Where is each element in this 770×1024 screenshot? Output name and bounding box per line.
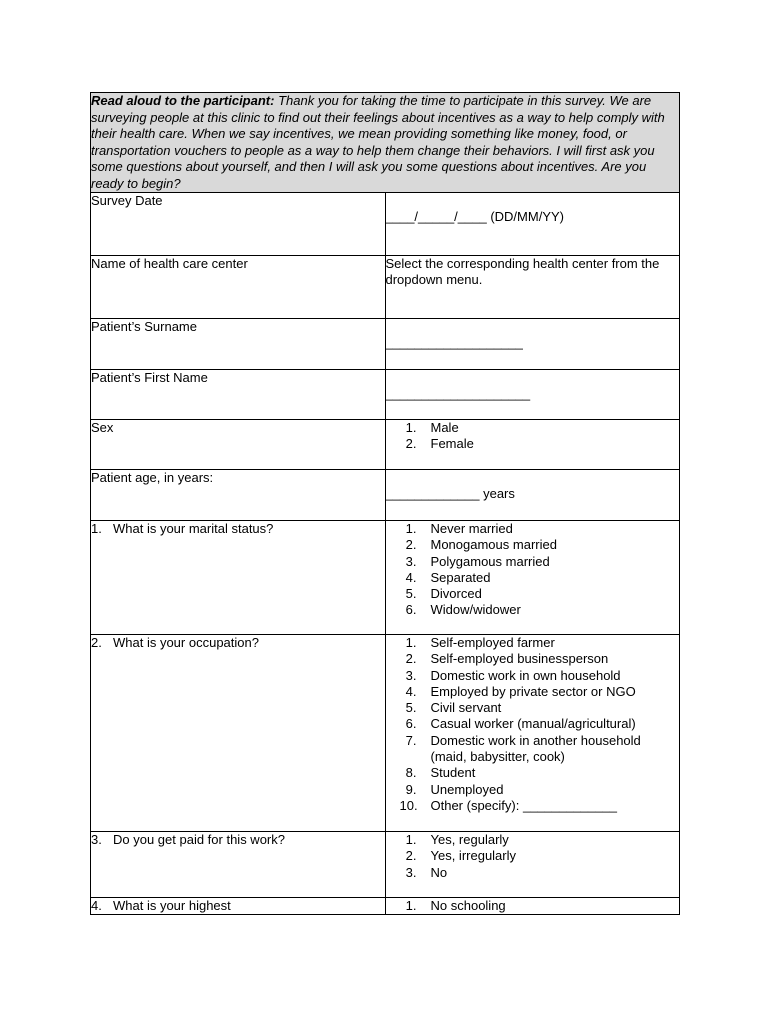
- list-item[interactable]: 10. Other (specify): _____________: [399, 797, 617, 813]
- intro-lead: Read aloud to the participant:: [91, 93, 275, 108]
- question-3-options: [386, 832, 680, 881]
- list-item[interactable]: 2. Self-employed businessperson: [405, 651, 609, 667]
- list-item[interactable]: 4. Employed by private sector or NGO: [405, 683, 636, 699]
- list-item[interactable]: 3. No: [405, 864, 448, 880]
- question-2-text: What is your occupation?: [113, 635, 259, 650]
- list-item[interactable]: 7. Domestic work in another household (maid, babysitter, cook): [405, 732, 641, 765]
- survey-date-field[interactable]: ____/_____/____ (DD/MM/YY): [385, 209, 564, 224]
- survey-page: [90, 92, 680, 915]
- list-item[interactable]: 1. Yes, regularly: [405, 832, 509, 847]
- question-number: 2.: [91, 635, 102, 650]
- surname-label: Patient’s Surname: [91, 319, 386, 370]
- first-name-label: Patient’s First Name: [91, 370, 386, 420]
- intro-text: Thank you for taking the time to participate in this survey. We are surveying people at this clinic to find out their feelings about incentives as a way to help comply with their health care. When we say incentives, we mean providing something like money, food, or transportation vouchers to people as a way to help them change their behaviors. I will first ask you some questions about yourself, and then I will ask you some questions about incentives. Are you ready to begin?: [91, 93, 665, 191]
- row-age: [91, 470, 680, 521]
- health-center-cell[interactable]: [385, 256, 680, 319]
- health-center-label: Name of health care center: [91, 256, 386, 319]
- survey-date-cell[interactable]: [385, 193, 680, 256]
- age-field[interactable]: _____________ years: [385, 486, 515, 501]
- sex-options-cell: [385, 420, 680, 470]
- question-number: 1.: [91, 521, 102, 536]
- question-1-text: What is your marital status?: [113, 521, 274, 536]
- list-item[interactable]: 6. Widow/widower: [405, 602, 521, 618]
- question-2-options-cell: [385, 635, 680, 832]
- surname-field[interactable]: ___________________: [385, 335, 523, 350]
- row-question-2: [91, 635, 680, 832]
- intro-row: [91, 93, 680, 193]
- sex-options: [386, 420, 680, 453]
- question-4-options-cell: [385, 898, 680, 915]
- question-1-options-cell: [385, 521, 680, 635]
- question-4-options: [386, 898, 680, 914]
- survey-date-label: Survey Date: [91, 193, 386, 256]
- list-item[interactable]: 1. Self-employed farmer: [405, 635, 555, 650]
- row-first-name: [91, 370, 680, 420]
- sex-option[interactable]: 2. Female: [405, 436, 474, 452]
- health-center-dropdown[interactable]: Select the corresponding health center from the dropdown menu.: [385, 256, 660, 288]
- question-4-cell: [91, 898, 386, 915]
- question-2-cell: [91, 635, 386, 832]
- row-survey-date: [91, 193, 680, 256]
- list-item[interactable]: 9. Unemployed: [405, 781, 504, 797]
- list-item[interactable]: 2. Monogamous married: [405, 537, 557, 553]
- row-health-center: [91, 256, 680, 319]
- list-item[interactable]: 6. Casual worker (manual/agricultural): [405, 716, 636, 732]
- first-name-cell[interactable]: [385, 370, 680, 420]
- question-3-cell: [91, 832, 386, 898]
- list-item[interactable]: 3. Domestic work in own household: [405, 667, 621, 683]
- intro-cell: [91, 93, 680, 193]
- surname-cell[interactable]: [385, 319, 680, 370]
- row-surname: [91, 319, 680, 370]
- row-sex: [91, 420, 680, 470]
- survey-table: [90, 92, 680, 915]
- first-name-field[interactable]: ____________________: [385, 386, 531, 401]
- list-item[interactable]: 3. Polygamous married: [405, 553, 550, 569]
- list-item[interactable]: 5. Divorced: [405, 586, 482, 602]
- list-item[interactable]: 2. Yes, irregularly: [405, 848, 517, 864]
- list-item[interactable]: 5. Civil servant: [405, 700, 502, 716]
- row-question-3: [91, 832, 680, 898]
- list-item[interactable]: 8. Student: [405, 765, 476, 781]
- row-question-1: [91, 521, 680, 635]
- age-cell[interactable]: [385, 470, 680, 521]
- list-item[interactable]: 1. Never married: [405, 521, 513, 536]
- question-3-text: Do you get paid for this work?: [113, 832, 285, 847]
- row-question-4: [91, 898, 680, 915]
- age-label: Patient age, in years:: [91, 470, 386, 521]
- sex-label: Sex: [91, 420, 386, 470]
- question-3-options-cell: [385, 832, 680, 898]
- question-number: 3.: [91, 832, 102, 847]
- question-4-text: What is your highest: [113, 898, 231, 913]
- question-1-cell: [91, 521, 386, 635]
- question-1-options: [386, 521, 680, 619]
- list-item[interactable]: 1. No schooling: [405, 898, 506, 913]
- list-item[interactable]: 4. Separated: [405, 569, 491, 585]
- sex-option[interactable]: 1. Male: [405, 420, 459, 435]
- question-2-options: [386, 635, 680, 814]
- question-number: 4.: [91, 898, 102, 913]
